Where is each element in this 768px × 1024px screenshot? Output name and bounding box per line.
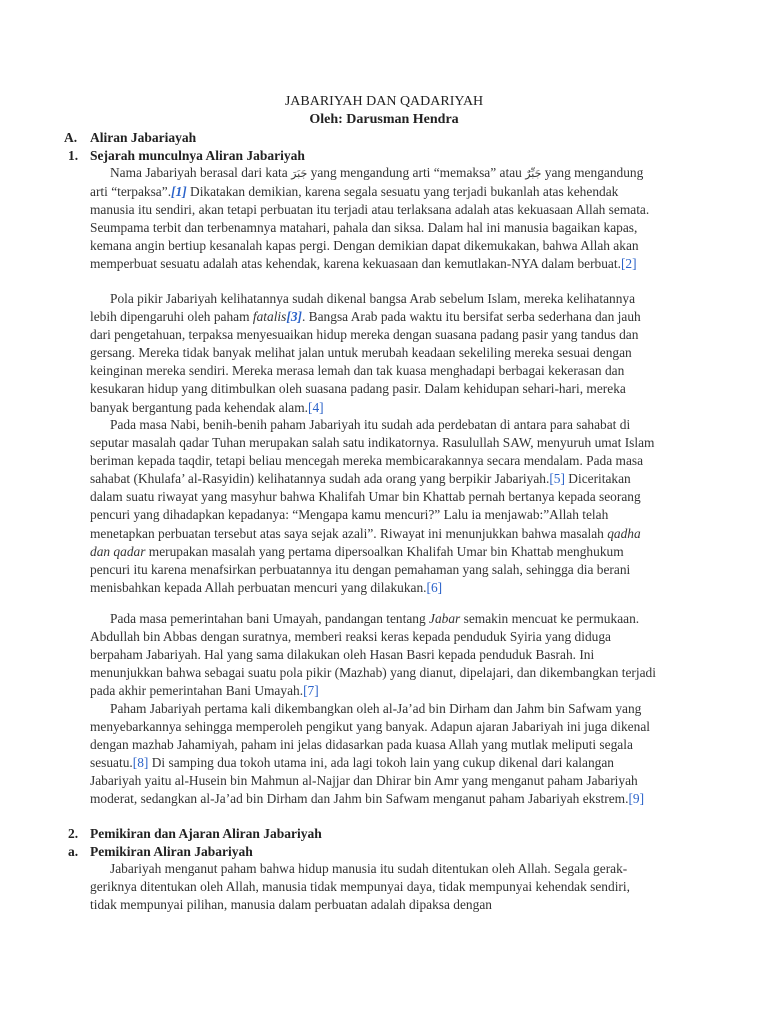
- document-title: JABARIYAH DAN QADARIYAH: [284, 94, 484, 109]
- section-heading-a: [64, 130, 196, 146]
- paragraph-text: Di samping dua tokoh utama ini, ada lagi tokoh lain yang cukup dikenal dari kalangan Jabariyah yaitu al-Husein bin Mahmun al-Najjar dan Dhirar bin Amr yang menganut paham Jabariyah moderat, sedangkan al-Ja’ad bin Dirham dan Jahm bin Safwam menganut paham Jabariyah ekstrem.: [90, 755, 638, 807]
- section-number: 1.: [68, 148, 79, 163]
- paragraph-text: Dikatakan demikian, karena segala sesuatu yang terjadi bukanlah atas kehendak manusia itu sendiri, akan tetapi perbuatan itu terjadi atau terlaksana adalah atas kekuasaan Allah semata. Seumpama terbit dan terbenamnya matahari, pahala dan siksa. Dalam hal ini manusia bagaikan kapas, kemana angin bertiup kesanalah kapas pergi. Dengan demikian dapat dikemukakan, bahwa Allah akan memperbuat sesuatu adalah atas kehendak, karena kekuasaan dan kemutlakan-NYA dalam berbuat.: [90, 184, 650, 272]
- footnote-link[interactable]: [1]: [171, 184, 187, 200]
- paragraph-text: yang mengandung arti “memaksa” atau: [310, 165, 522, 180]
- arabic-word: جَبِّرٌ: [525, 167, 542, 180]
- paragraph-text: yang mengandung arti “terpaksa”.: [90, 165, 644, 200]
- italic-term: Jabar: [429, 611, 461, 626]
- section-heading-a-sub: [68, 844, 253, 860]
- document-author: Oleh: Darusman Hendra: [309, 112, 459, 127]
- section-number: A.: [64, 130, 78, 145]
- paragraph-text: Pada masa pemerintahan bani Umayah, pandangan tentang: [110, 611, 430, 626]
- section-title: Pemikiran Aliran Jabariyah: [90, 844, 253, 859]
- paragraph-text: Diceritakan dalam suatu riwayat yang masyhur bahwa Khalifah Umar bin Khattab pernah bertanya kepada seorang pencuri yang dihadapkan kepadanya: “Mengapa kamu mencuri?” Lalu ia menjawab:”Allah telah menetapkan perbuatan tersebut atas saya sejak azali”. Riwayat ini menunjukkan bahwa masalah: [90, 471, 641, 541]
- paragraph-text: Jabariyah menganut paham bahwa hidup manusia itu sudah ditentukan oleh Allah. Segala gerak-geriknya ditentukan oleh Allah, manusia tidak mempunyai daya, tidak mempunyai kehendak sendiri, tidak mempunyai pilihan, manusia dalam perbuatan adalah dipaksa dengan: [90, 861, 630, 913]
- paragraph-6: [90, 860, 660, 914]
- paragraph-2: [90, 290, 660, 417]
- section-number: 2.: [68, 826, 79, 841]
- section-title: Pemikiran dan Ajaran Aliran Jabariyah: [90, 826, 322, 841]
- footnote-link[interactable]: [2]: [620, 256, 637, 272]
- section-number: a.: [68, 844, 79, 859]
- section-heading-1: [68, 148, 305, 164]
- paragraph-3: [90, 416, 660, 597]
- footnote-link[interactable]: [3]: [286, 309, 302, 325]
- paragraph-text: Pada masa Nabi, benih-benih paham Jabariyah itu sudah ada perdebatan di antara para sahabat di seputar masalah qadar Tuhan merupakan salah satu indikatornya. Rasulullah SAW, menyuruh umat Islam beriman kepada taqdir, tetapi beliau mencegah mereka membicarakannya secara mendalam. Pada masa sahabat (Khulafa’ al-Rasyidin) kelihatannya sudah ada orang yang berpikir Jabariyah.: [90, 417, 655, 487]
- italic-term: qadha dan qadar: [90, 525, 641, 559]
- footnote-link[interactable]: [9]: [628, 791, 645, 807]
- section-title: Aliran Jabariayah: [90, 130, 197, 145]
- footnote-link[interactable]: [6]: [426, 579, 443, 595]
- paragraph-4: [90, 610, 660, 700]
- arabic-word: جَبَرَ: [291, 167, 308, 180]
- paragraph-text: merupakan masalah yang pertama dipersoalkan Khalifah Umar bin Khattab menghukum pencuri itu karena menafsirkan perbuatannya itu dengan pemahaman yang salah, sehingga dia berani menisbahkan kepada Allah perbuatan mencuri yang dilakukan.: [90, 543, 631, 595]
- footnote-link[interactable]: [8]: [132, 755, 149, 771]
- paragraph-text: Nama Jabariyah berasal dari kata: [110, 165, 288, 180]
- paragraph-5: [90, 700, 660, 809]
- footnote-link[interactable]: [5]: [549, 471, 565, 487]
- section-heading-2: [68, 826, 322, 842]
- paragraph-text: Paham Jabariyah pertama kali dikembangkan oleh al-Ja’ad bin Dirham dan Jahm bin Safwam yang menyebarkannya sehingga memperoleh pengikut yang banyak. Adapun ajaran Jabariyah ini juga dikenal dengan mazhab Jahamiyah, paham ini jelas didasarkan pada kuasa Allah yang mutlak meliputi segala sesuatu.: [90, 701, 650, 771]
- paragraph-text: . Bangsa Arab pada waktu itu bersifat serba sederhana dan jauh dari pengetahuan, terpaksa menyesuaikan hidup mereka dengan suasana padang pasir yang tandus dan gersang. Mereka tidak banyak melihat jalan untuk merubah keadaan sekeliling mereka sesuai dengan keinginan mereka sendiri. Mereka merasa lemah dan tak kuasa menghadapi berbagai kekerasan dan kesukaran hidup yang ditimbulkan oleh suasana padang pasir. Dalam kehidupan sehari-hari, mereka banyak bergantung pada kehendak alam.: [90, 309, 641, 415]
- paragraph-text: Pola pikir Jabariyah kelihatannya sudah dikenal bangsa Arab sebelum Islam, mereka kelihatannya lebih dipengaruhi oleh paham: [90, 291, 636, 325]
- footnote-link[interactable]: [7]: [303, 683, 319, 699]
- section-title: Sejarah munculnya Aliran Jabariyah: [90, 148, 305, 163]
- italic-term: fatalis: [252, 309, 287, 325]
- paragraph-text: semakin mencuat ke permukaan. Abdullah bin Abbas dengan suratnya, memberi reaksi keras kepada penduduk Syiria yang diduga berpaham Jabariyah. Hal yang sama dilakukan oleh Hasan Basri kepada penduduk Basrah. Ini menunjukkan bahwa sebagai suatu pola pikir (Mazhab) yang dianut, dipelajari, dan dikembangkan terjadi pada akhir pemerintahan Bani Umayah.: [90, 611, 656, 699]
- footnote-link[interactable]: [4]: [308, 399, 324, 415]
- paragraph-1: [90, 164, 660, 274]
